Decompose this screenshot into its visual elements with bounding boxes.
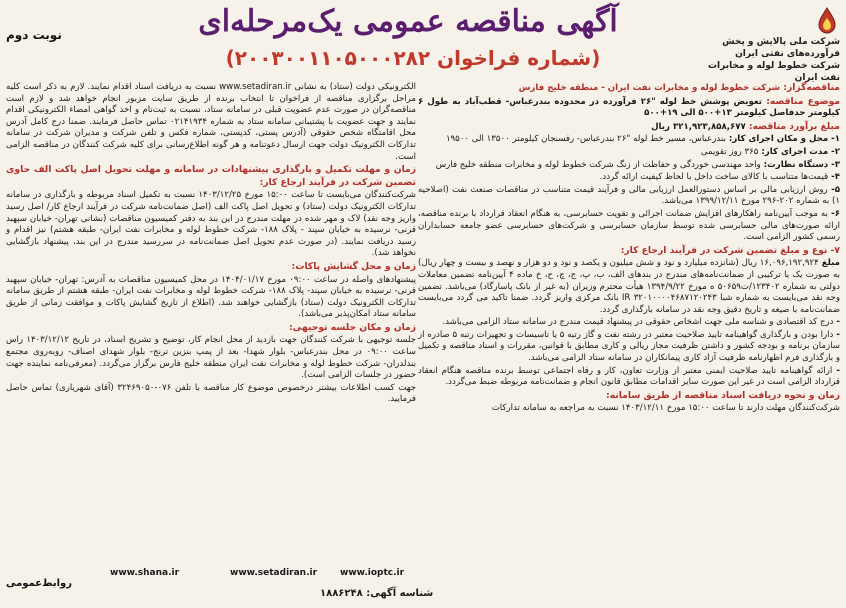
paragraph-text: ۳۶۵ روز تقویمی: [700, 146, 759, 157]
paragraph-label: موضوع مناقصه:: [761, 95, 841, 107]
paragraph: [6, 82, 416, 163]
paragraph-text: واحد مهندسی خوردگی و حفاظت از زنگ شرکت خطوط لوله و مخابرات منطقه خلیج فارس: [435, 159, 761, 170]
tender-number: (شماره فراخوان ۲۰۰۳۰۰۱۱۰۵۰۰۰۲۸۲): [225, 46, 601, 70]
paragraph-text: قیمت‌ها متناسب با کالای ساخت داخل با لحاظ کیفیت ارائه گردد.: [599, 172, 829, 183]
paragraph: [418, 390, 840, 403]
paragraph-text: شرکت خطوط لوله و مخابرات نفت ایران - منطقه خلیج فارس: [518, 83, 781, 93]
ad-title: آگهی مناقصه عمومی یک‌مرحله‌ای: [198, 4, 618, 39]
paragraph: [418, 134, 840, 146]
paragraph: [418, 185, 840, 208]
paragraph: [6, 261, 416, 274]
company-line1: شرکت ملی پالایش و پخش فرآورده‌های نفتی ایران: [722, 37, 840, 59]
paragraph: [6, 335, 416, 381]
paragraph-label: زمان و نحوه دریافت اسناد مناقصه از طریق سامانه:: [606, 389, 840, 401]
paragraph-text: ارائه گواهینامه تایید صلاحیت ایمنی معتبر از وزارت تعاون، کار و رفاه اجتماعی توسط برنده مناقصه هنگام انعقاد قرارداد الزامی است در غیر این صورت سایر اقدامات مطابق قانون انجام و ضمانت‌نامه مربوطه ضبط می‌گردد.: [418, 365, 840, 388]
paragraph-label: زمان و مهلت تکمیل و بارگذاری پیشنهادات در سامانه و مهلت تحویل اصل پاکت الف حاوی تضمین شرکت در فرآیند ارجاع کار:: [6, 164, 416, 188]
paragraph-text: پیشنهادهای واصله در ساعت ۰۹:۰۰ مورخ ۱۴۰۴/۰۱/۱۷ در محل کمیسیون مناقصات به آدرس: تهران- خیابان سپهبد قرنی- نرسیده به خیابان سپند- پلاک ۱۸۸- شرکت خطوط لوله و مخابرات نفت ایران- طبقه هشتم از طریق سامانه تدارکات الکترونیک دولت (ستاد) بازگشایی خواهند شد. (اطلاع از تاریخ گشایش پاکات و موافقت زمانی از طریق سامانه ستاد امکان‌پذیر می‌باشد).: [6, 274, 416, 320]
paragraph-text: روش ارزیابی مالی بر اساس دستورالعمل ارزیابی مالی و فرآیند قیمت متناسب در مناقصات صنعت نفت (اصلاحیه ۱) به شماره ۲۰۲-۲۹۶ مورخ ۱۳۹۹/۱۲/۱۱ می‌باشد.: [418, 184, 840, 207]
paragraph-label: زمان و محل گشایش پاکات:: [291, 260, 416, 272]
company-name: [705, 36, 840, 84]
paragraph-text: الکترونیکی دولت (ستاد) به نشانی www.setadiran.ir نسبت به دریافت اسناد اقدام نمایند. لازم به ذکر است کلیه مراحل برگزاری مناقصه از فراخوان تا انتخاب برنده از طریق سایت مزبور انجام خواهد شد و لازم است مناقصه‌گران در صورت عدم عضویت قبلی در سامانه ستاد، نسبت به ثبت‌نام و اخذ گواهی امضاء الکترونیکی اقدام نمایند و جهت عضویت با پشتیبانی سامانه ستاد به شماره ۰۲۱۴۱۹۳۴ تماس حاصل فرمایند. ضمنا درج کامل آدرس محل اقامتگاه شخص حقوقی (آدرس پستی، کدپستی، شماره فکس و تلفن شرکت و مدیران شرکت در سامانه تدارکات الکترونیک دولت جهت ارسال دعوتنامه و هر گونه اطلاع‌رسانی برای کلیه شرکت کنندگان در مناقصه الزامی است.: [6, 82, 416, 162]
paragraph-text: جلسه توجیهی با شرکت کنندگان جهت بازدید از محل انجام کار، توضیح و تشریح اسناد، در تاریخ ۱۴۰۳/۱۲/۱۲ راس ساعت ۰۹:۰۰ در محل بندرعباس- بلوار شهدا- بعد از پمپ بنزین ترنج- بلوار شهدای اصناف- روبه‌روی مجتمع بندلدران- شرکت خطوط لوله و مخابرات نفت ایران منطقه خلیج فارس برگزار می‌گردد. (معرفی‌نامه نماینده جهت حضور در جلسات الزامی است).: [6, 335, 416, 381]
paragraph: [418, 366, 840, 389]
ad-id: شناسه آگهی: ۱۸۸۶۲۴۸: [320, 588, 434, 599]
paragraph: [6, 190, 416, 260]
paragraph: [418, 245, 840, 258]
paragraph-label: ۱- محل و مکان اجرای کار:: [725, 134, 840, 145]
paragraph-label: مبلغ: [818, 258, 840, 269]
paragraph: [418, 121, 840, 134]
paragraph-text: به موجب آیین‌نامه راهکارهای افزایش ضمانت اجرائی و تقویت حسابرسی، به هنگام انعقاد قرارداد با برنده مناقصه، ارائه صورت‌های مالی حسابرسی شده توسط سازمان حسابرسی و شرکت‌های حسابرسی عضو جامعه حسابداران رسمی کشور الزامی است.: [418, 208, 840, 243]
paragraph: [6, 322, 416, 335]
paragraph-text: جهت کسب اطلاعات بیشتر درخصوص موضوع کار مناقصه با تلفن ۰۷۶-۳۲۴۶۹۰۵۰ (آقای شهریاری) تماس حاصل فرمایید.: [6, 382, 416, 405]
paragraph: [418, 330, 840, 365]
paragraph: [418, 209, 840, 244]
paragraph: [6, 275, 416, 321]
left-column: [6, 82, 416, 407]
public-relations-label: روابط‌عمومی: [6, 578, 72, 589]
paragraph: [6, 164, 416, 189]
paragraph-text: تعویض پوشش خط لوله "۲۶ فرآورده در محدوده بندرعباس- قطب‌آباد به طول ۶ کیلومتر حدفاصل کیلومتر ۱۳+۵۰۰ الی ۱۹+۵۰۰: [418, 96, 840, 119]
paragraph-label: مناقصه‌گزار:: [780, 82, 840, 93]
website-setadiran[interactable]: www.setadiran.ir: [230, 568, 318, 578]
paragraph-text: شرکت‌کنندگان مهلت دارند تا ساعت ۱۵:۰۰ مورخ ۱۴۰۳/۱۲/۱۱ نسبت به مراجعه به سامانه تدارکات: [491, 403, 840, 414]
paragraph-text: درج کد اقتصادی و شناسه ملی جهت اشخاص حقوقی در پیشنهاد قیمت مندرج در سامانه ستاد الزامی می‌باشد.: [442, 317, 834, 328]
paragraph-label: ۷- نوع و مبلغ تضمین شرکت در فرآیند ارجاع کار:: [620, 244, 840, 256]
paragraph: [418, 82, 840, 95]
company-line2: شرکت خطوط لوله و مخابرات نفت ایران: [708, 61, 840, 83]
paragraph-label: زمان و مکان جلسه توجیهی:: [288, 321, 416, 333]
paragraph: [418, 147, 840, 159]
paragraph: [418, 172, 840, 184]
paragraph: [418, 317, 840, 329]
paragraph-label: -: [833, 317, 840, 328]
paragraph-label: ۵-: [827, 184, 840, 195]
right-column: [418, 82, 840, 416]
ad-header: [0, 0, 846, 83]
paragraph-label: -: [833, 329, 840, 340]
paragraph-label: ۲- مدت اجرای کار:: [758, 146, 840, 157]
paragraph-text: ۳۲۱,۹۲۳,۸۵۸,۶۷۷ ریال: [651, 121, 746, 132]
paragraph: [418, 258, 840, 316]
paragraph-text: ۱۶,۰۹۶,۱۹۲,۹۲۴ ریال (شانزده میلیارد و نود و شش میلیون و یکصد و نود و دو هزار و نهصد و بیست و چهار ریال) به صورت یک یا ترکیبی از ضمانت‌نامه‌های مندرج در بندهای الف، ب، پ، ج، چ، ح، خ ماده ۴ آیین‌نامه تضمین معاملات دولتی به شماره ۱۲۳۴۰۲/ت۵۰۶۵۹ ه مورخ ۱۳۹۴/۹/۲۲ هیأت محترم وزیران (به غیر از بانک پاسارگاد) می‌باشد. تضمین وجه نقد می‌بایست به شماره شبا IR ۳۲۰۱۰۰۰۰۴۶۸۷۱۲۰۲۴۳ بانک مرکزی واریز گردد. ضمنا تاکید می گردد می‌بایست ضمانت‌نامه با صیغه و تاریخ دقیق وجه نقد در سامانه بارگذاری گردد.: [418, 258, 841, 315]
paragraph: [418, 96, 840, 120]
paragraph: [6, 383, 416, 406]
paragraph-text: شرکت‌کنندگان می‌بایست تا ساعت ۱۵:۰۰ مورخ ۱۴۰۳/۱۲/۲۵ نسبت به تکمیل اسناد مربوطه و بارگذاری در سامانه تدارکات الکترونیک دولت (ستاد) و تحویل اصل پاکت الف (اصل ضمانت‌نامه شرکت در فرآیند ارجاع کار/ اصل رسید واریز وجه نقد) لاک و مهر شده در مهلت مندرج در این بند به دفتر کمیسیون مناقصات (نشانی تهران- خیابان سپهبد قرنی- نرسیده به خیابان سپند - پلاک ۱۸۸- شرکت خطوط لوله و مخابرات نفت ایران- طبقه هشتم) نیز اقدام و رسید دریافت نمایند. (در صورت عدم تحویل اصل ضمانت‌نامه در سررسید مندرج در این بند، پیشنهاد بازگشایی نخواهد شد).: [6, 190, 417, 259]
paragraph-text: بندرعباس، مسیر خط لوله "۲۶ بندرعباس- رفسنجان کیلومتر ۱۳۵۰۰ الی ۱۹۵۰۰: [445, 134, 726, 145]
website-ioptc[interactable]: www.ioptc.ir: [340, 568, 405, 578]
paragraph-label: ۳- دستگاه نظارت:: [760, 159, 840, 170]
paragraph-label: -: [832, 365, 840, 376]
round-label: نوبت دوم: [6, 28, 62, 42]
paragraph-text: دارا بودن و بارگذاری گواهینامه تایید صلاحیت معتبر در رشته نفت و گاز رتبه ۵ یا تاسیسات و تجهیزات رتبه ۵ صادره از سازمان برنامه و بودجه کشور و داشتن ظرفیت مجاز ریالی و کاری مطابق با قوانین، مقررات و اسناد مناقصه و تکمیل و بارگذاری فرم اظهارنامه ظرفیت آزاد کاری پیمانکاران در سامانه ستاد الزامی می‌باشد.: [418, 329, 840, 364]
paragraph-label: ۴-: [828, 172, 840, 183]
paragraph: [418, 403, 840, 415]
website-shana[interactable]: www.shana.ir: [110, 568, 180, 578]
paragraph: [418, 160, 840, 172]
paragraph-label: ۶-: [827, 208, 840, 219]
paragraph-label: مبلغ برآورد مناقصه:: [745, 120, 840, 132]
nioc-logo-icon: [814, 6, 840, 36]
